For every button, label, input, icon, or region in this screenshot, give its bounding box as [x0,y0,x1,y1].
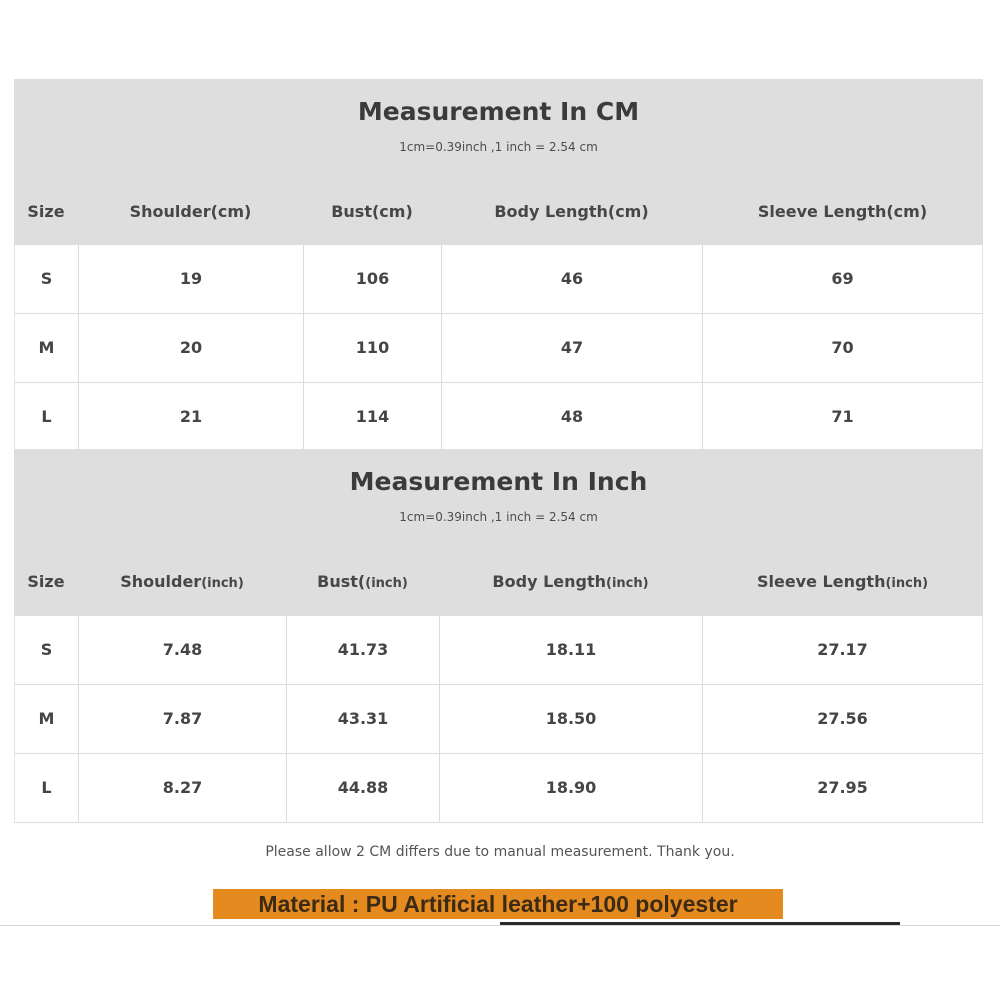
column-header-sleeve-length [702,559,983,605]
column-header-size [14,559,78,605]
column-header-label: Bust( [317,572,366,591]
column-header-bust [286,559,439,605]
column-header-label: Sleeve Length [756,572,886,591]
bust-cell: 41.73 [286,616,439,684]
body-length-cell: 46 [441,245,702,313]
sleeve-length-cell: 69 [702,245,983,313]
size-chart-cm [14,79,983,452]
size-cell: S [14,616,78,684]
column-header-unit: (inch) [201,576,244,591]
sleeve-length-cell: 27.95 [702,754,983,822]
table-row [14,314,983,383]
sleeve-length-cell: 70 [702,314,983,382]
conversion-note: 1cm=0.39inch ,1 inch = 2.54 cm [399,510,598,524]
size-chart-header [14,79,983,245]
shoulder-cell: 21 [78,383,303,451]
divider-accent [500,922,900,925]
conversion-note: 1cm=0.39inch ,1 inch = 2.54 cm [399,140,598,154]
column-header-sleeve-length: Sleeve Length(cm) [757,202,928,221]
size-cell: L [14,754,78,822]
shoulder-cell: 19 [78,245,303,313]
body-length-cell: 48 [441,383,702,451]
column-header-label: Size [27,572,65,591]
body-length-cell: 18.50 [439,685,702,753]
bust-cell: 44.88 [286,754,439,822]
table-row [14,754,983,823]
table-row [14,616,983,685]
table-row [14,383,983,452]
column-header-bust: Bust(cm) [331,202,413,221]
column-header-shoulder [78,559,286,605]
shoulder-cell: 20 [78,314,303,382]
column-header-unit: (inch) [365,576,408,591]
shoulder-cell: 8.27 [78,754,286,822]
shoulder-cell: 7.87 [78,685,286,753]
column-header-unit: (inch) [885,576,929,591]
chart-title: Measurement In Inch [349,467,648,496]
bust-cell: 43.31 [286,685,439,753]
bust-cell: 110 [303,314,441,382]
size-cell: S [14,245,78,313]
size-cell: M [14,314,78,382]
size-cell: L [14,383,78,451]
column-header-shoulder: Shoulder(cm) [129,202,252,221]
bust-cell: 114 [303,383,441,451]
column-header-row [14,189,983,235]
material-label: Material : PU Artificial leather+100 polyester [213,889,783,919]
table-row [14,685,983,754]
column-header-size: Size [27,202,65,221]
table-row [14,245,983,314]
sleeve-length-cell: 27.17 [702,616,983,684]
size-chart-inch [14,449,983,823]
sleeve-length-cell: 27.56 [702,685,983,753]
column-header-label: Body Length [492,572,606,591]
size-chart-header [14,449,983,616]
bust-cell: 106 [303,245,441,313]
shoulder-cell: 7.48 [78,616,286,684]
body-length-cell: 47 [441,314,702,382]
column-header-unit: (inch) [606,576,649,591]
sleeve-length-cell: 71 [702,383,983,451]
column-header-row [14,559,983,605]
column-header-label: Shoulder [120,572,202,591]
measurement-disclaimer: Please allow 2 CM differs due to manual measurement. Thank you. [265,844,735,860]
column-header-body-length [439,559,702,605]
body-length-cell: 18.90 [439,754,702,822]
column-header-body-length: Body Length(cm) [494,202,649,221]
divider [0,925,1000,926]
body-length-cell: 18.11 [439,616,702,684]
chart-title: Measurement In CM [357,97,640,126]
size-cell: M [14,685,78,753]
